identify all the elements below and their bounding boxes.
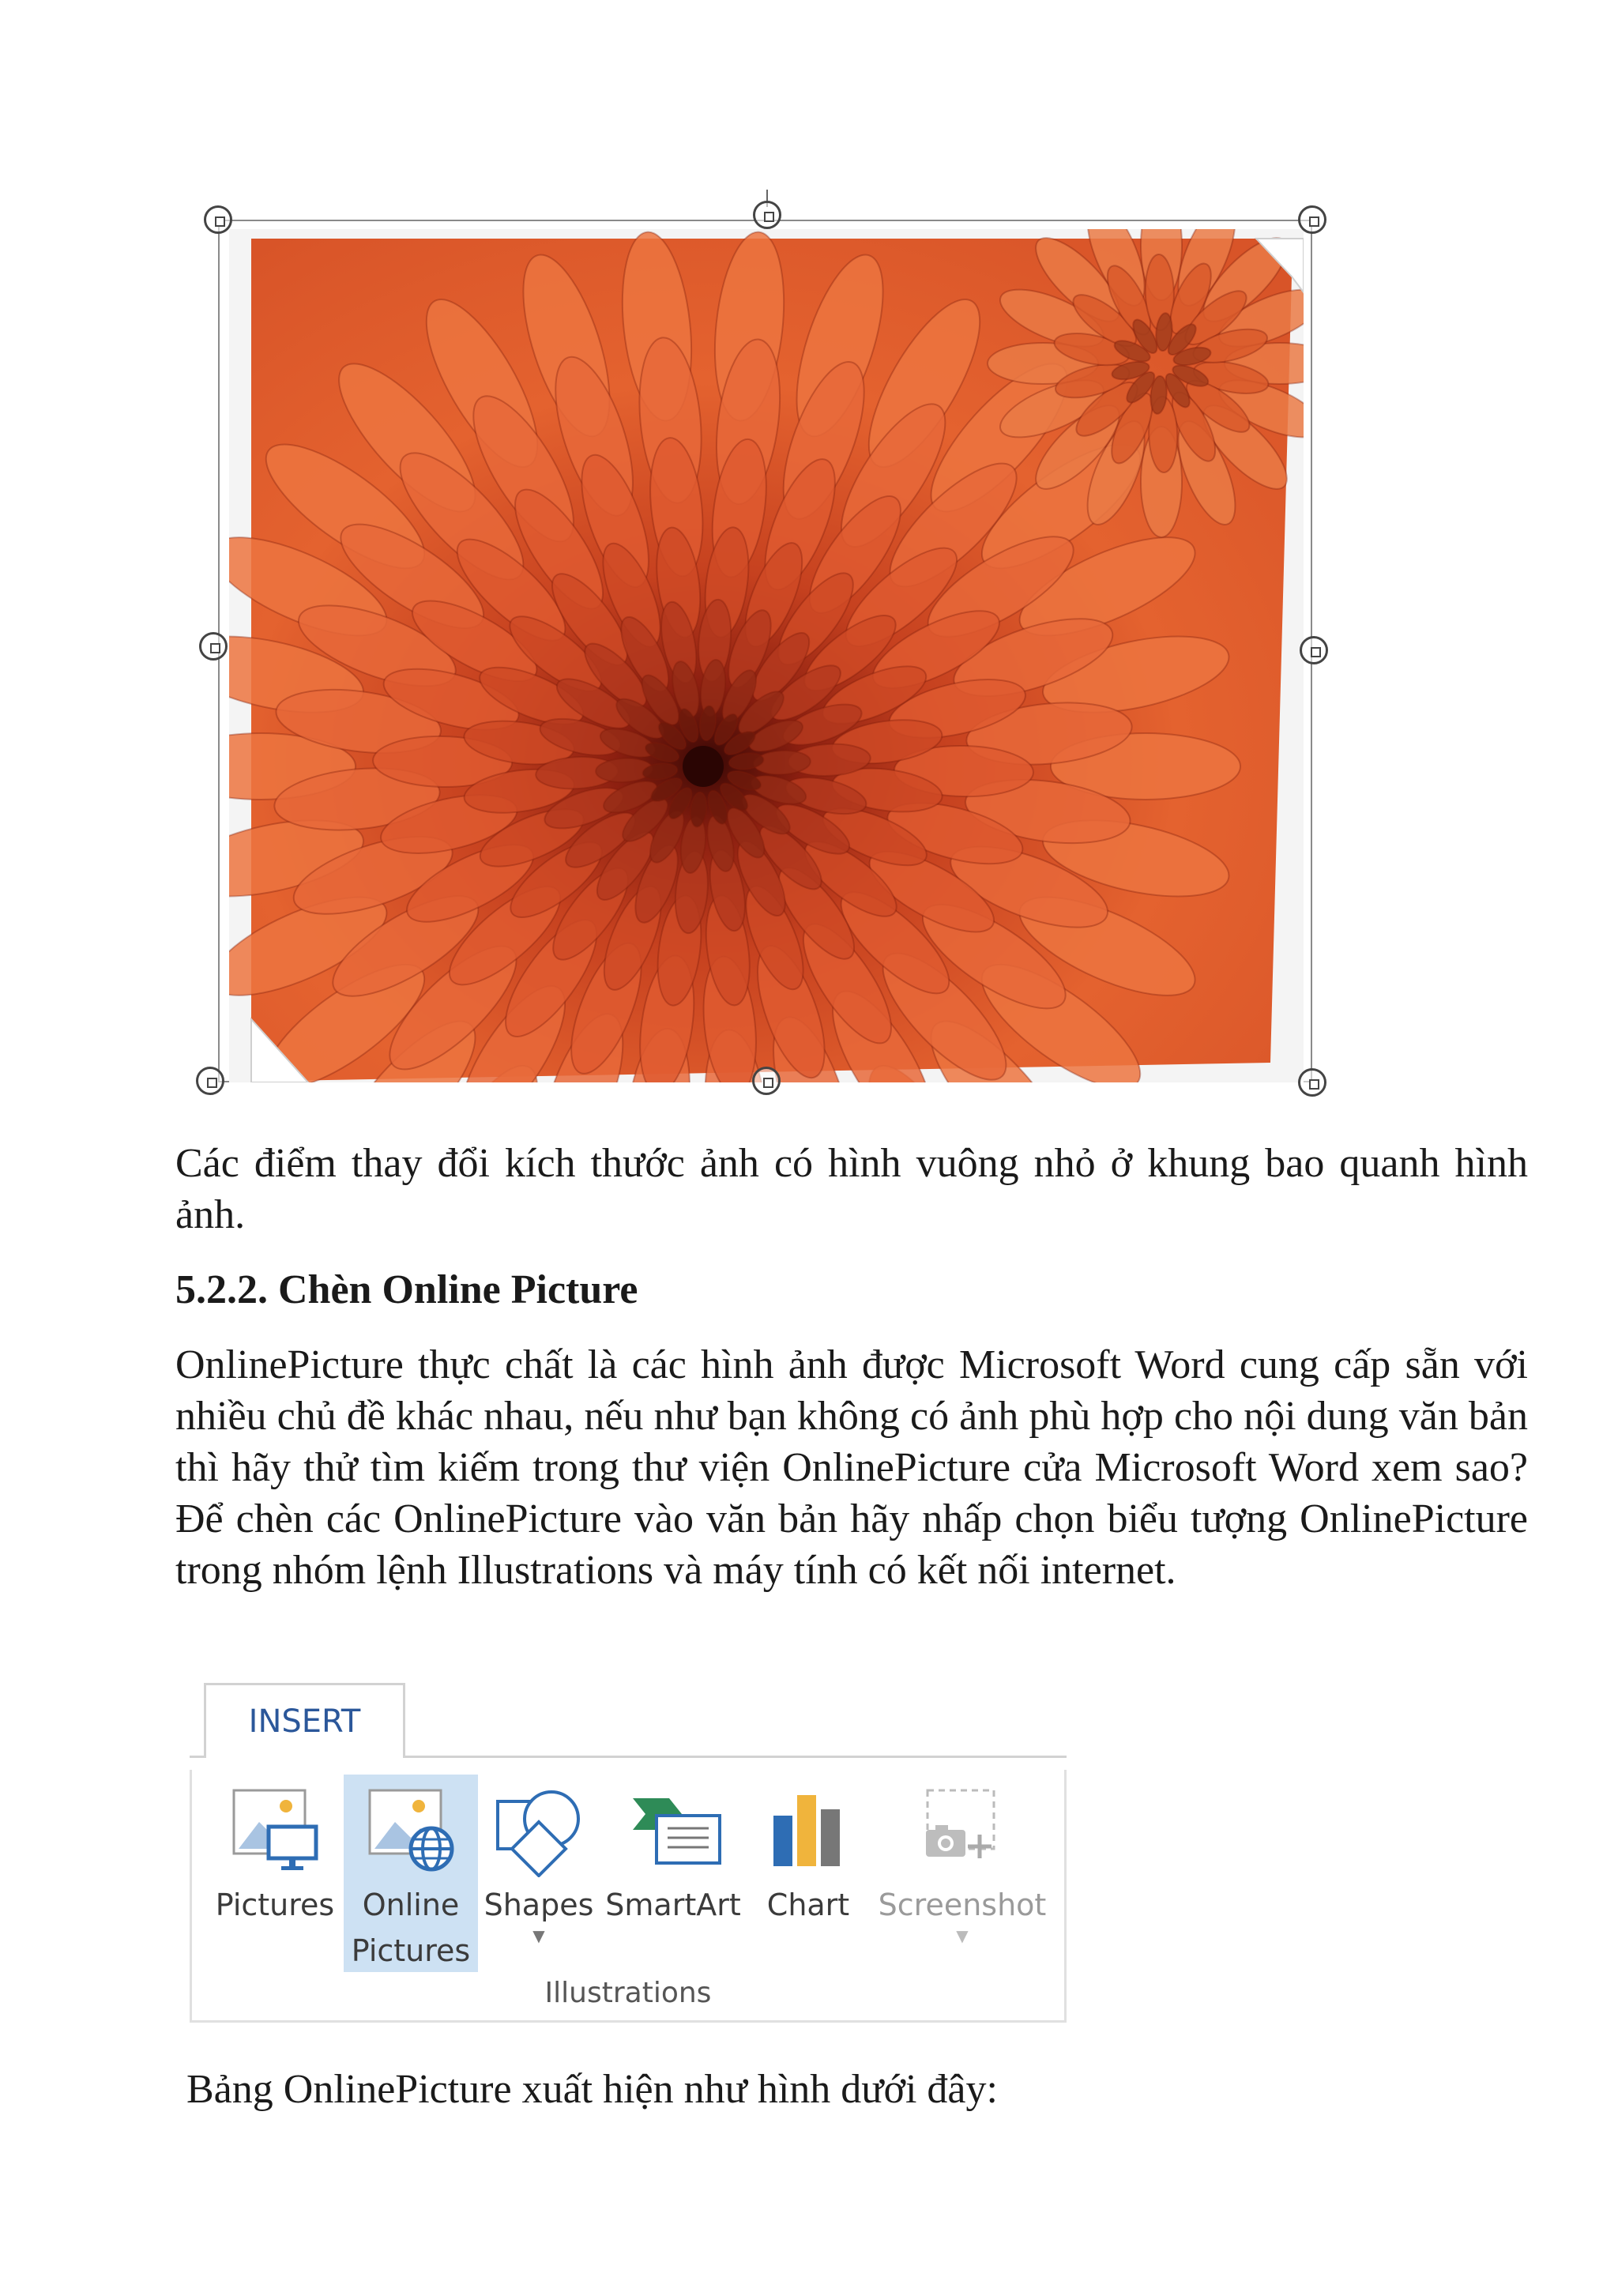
group-label-illustrations: Illustrations xyxy=(544,1977,712,2009)
online-label: Online xyxy=(362,1888,460,1922)
screenshot-button[interactable] xyxy=(871,1775,1053,1972)
shapes-label: Shapes xyxy=(484,1888,594,1922)
insert-ribbon xyxy=(190,1683,1067,2031)
chart-icon xyxy=(761,1782,856,1877)
online-pictures-button[interactable] xyxy=(344,1775,478,1972)
online-pictures-icon xyxy=(363,1782,458,1877)
shapes-dropdown-icon[interactable]: ▼ xyxy=(532,1926,545,1945)
section-heading: 5.2.2. Chèn Online Picture xyxy=(175,1267,638,1312)
resize-handle-top-right[interactable] xyxy=(1298,205,1326,234)
pictures-button[interactable] xyxy=(208,1775,342,1972)
body-paragraph: OnlinePicture thực chất là các hình ảnh được Microsoft Word cung cấp sẵn với nhiều chủ đề khác nhau, nếu như bạn không có ảnh phù hợp cho nội dung văn bản thì hãy thử tìm kiếm trong thư viện OnlinePicture cửa Microsoft Word xem sao? Để chèn các OnlinePicture vào văn bản hãy nhấp chọn biểu tượng OnlinePicture trong nhóm lệnh Illustrations và máy tính có kết nối internet. xyxy=(175,1342,1528,1593)
pictures-label-2: Pictures xyxy=(351,1933,471,1968)
resize-handle-top-left[interactable] xyxy=(204,205,232,234)
resize-handle-bottom[interactable] xyxy=(752,1067,781,1095)
shapes-button[interactable] xyxy=(480,1775,598,1972)
resize-handle-bottom-right[interactable] xyxy=(1298,1068,1326,1097)
resize-handle-bottom-left[interactable] xyxy=(196,1067,224,1095)
resize-handle-top[interactable] xyxy=(753,201,781,229)
pictures-label: Pictures xyxy=(215,1888,335,1922)
screenshot-icon xyxy=(915,1782,1010,1877)
smartart-label: SmartArt xyxy=(605,1888,741,1922)
shapes-icon xyxy=(491,1782,586,1877)
smartart-icon xyxy=(622,1782,724,1877)
resize-handle-right[interactable] xyxy=(1300,636,1328,664)
resize-handle-left[interactable] xyxy=(199,632,228,661)
flower-photo xyxy=(229,229,1304,1082)
screenshot-label: Screenshot xyxy=(878,1888,1047,1922)
illustrations-group xyxy=(190,1770,1067,2023)
selected-picture[interactable] xyxy=(190,190,1343,1106)
picture-caption: Các điểm thay đổi kích thước ảnh có hình vuông nhỏ ở khung bao quanh hình ảnh. xyxy=(175,1141,1528,1237)
chart-label: Chart xyxy=(766,1888,850,1922)
smartart-button[interactable] xyxy=(600,1775,747,1972)
pictures-icon xyxy=(228,1782,322,1877)
followup-text: Bảng OnlinePicture xuất hiện như hình dưới đây: xyxy=(186,2067,998,2112)
chart-button[interactable] xyxy=(753,1775,864,1972)
screenshot-dropdown-icon[interactable]: ▼ xyxy=(956,1926,969,1945)
tab-insert[interactable]: INSERT xyxy=(204,1683,405,1758)
